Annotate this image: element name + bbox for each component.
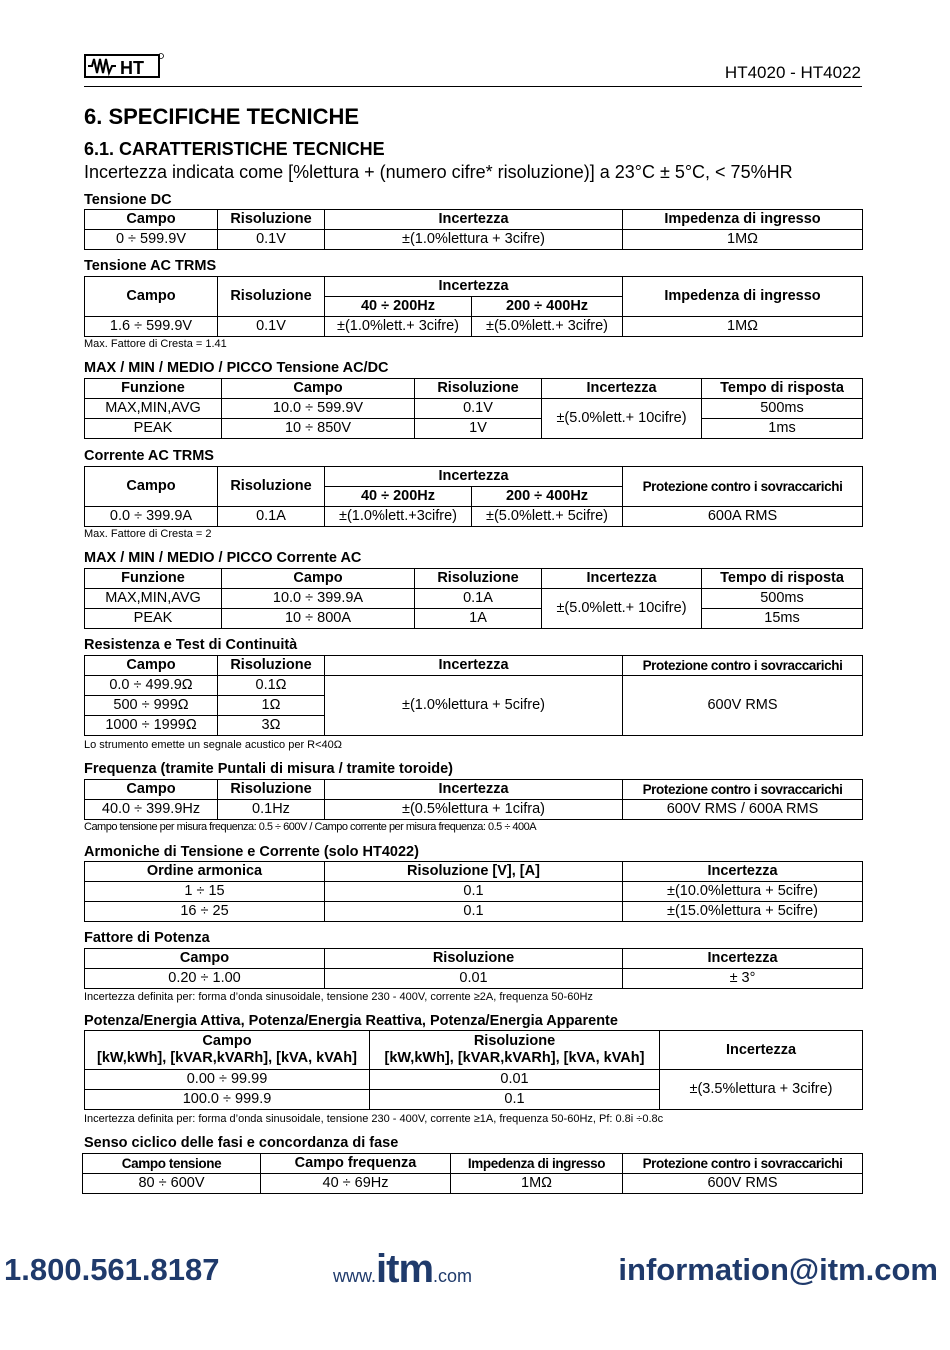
header-cell: Incertezza xyxy=(623,862,863,882)
table-cell: 0.01 xyxy=(370,1070,660,1090)
header-cell: Tempo di risposta xyxy=(702,569,863,589)
header-cell: Risoluzione [V], [A] xyxy=(325,862,623,882)
tensione-ac-title: Tensione AC TRMS xyxy=(84,258,217,274)
table-cell: ±(3.5%lettura + 3cifre) xyxy=(660,1070,863,1110)
table-cell: 500 ÷ 999Ω xyxy=(85,696,218,716)
table-cell: 0.1 xyxy=(325,902,623,922)
header-cell: 40 ÷ 200Hz xyxy=(325,487,472,507)
header-cell: Campo frequenza xyxy=(261,1154,451,1174)
table-cell: 0.1A xyxy=(218,507,325,527)
table-cell: 1Ω xyxy=(218,696,325,716)
table-cell: 80 ÷ 600V xyxy=(83,1174,261,1194)
campo-units: [kW,kWh], [kVAR,kVARh], [kVA, kVAh] xyxy=(97,1050,357,1066)
table-cell: ±(1.0%lett.+3cifre) xyxy=(325,507,472,527)
header-cell: Campo xyxy=(222,569,415,589)
page-title: 6. SPECIFICHE TECNICHE xyxy=(84,104,360,129)
header-cell: Funzione xyxy=(85,379,222,399)
header-cell: Campo xyxy=(85,656,218,676)
table-cell: 600A RMS xyxy=(623,507,863,527)
fattore-title: Fattore di Potenza xyxy=(84,930,210,946)
table-row xyxy=(85,507,863,527)
header-cell: Protezione contro i sovraccarichi xyxy=(623,656,863,676)
header-cell: Funzione xyxy=(85,569,222,589)
header-cell: Incertezza xyxy=(325,277,623,297)
table-cell: MAX,MIN,AVG xyxy=(85,399,222,419)
table-cell: 1MΩ xyxy=(623,317,863,337)
header-cell: Campo xyxy=(85,277,218,317)
frequenza-table xyxy=(84,779,863,820)
table-row xyxy=(85,969,863,989)
table-cell: ±(5.0%lett.+ 10cifre) xyxy=(542,589,702,629)
tensione-dc-title: Tensione DC xyxy=(84,192,172,208)
risoluzione-units: [kW,kWh], [kVAR,kVARh], [kVA, kVAh] xyxy=(384,1050,645,1066)
tensione-dc-table xyxy=(84,209,863,250)
website-brand: itm xyxy=(376,1247,434,1291)
header-rule xyxy=(84,86,862,87)
table-cell: 0.0 ÷ 499.9Ω xyxy=(85,676,218,696)
campo-label: Campo xyxy=(202,1033,252,1049)
table-cell: 500ms xyxy=(702,399,863,419)
resistenza-note: Lo strumento emette un segnale acustico per R<40Ω xyxy=(84,739,343,751)
table-cell: ±(5.0%lett.+ 5cifre) xyxy=(472,507,623,527)
table-cell: 1MΩ xyxy=(451,1174,623,1194)
table-cell: 0.1Hz xyxy=(218,800,325,820)
header-cell: Tempo di risposta xyxy=(702,379,863,399)
header-cell: Ordine armonica xyxy=(85,862,325,882)
resistenza-table xyxy=(84,655,863,736)
header-cell: Protezione contro i sovraccarichi xyxy=(623,780,863,800)
table-cell: 0.1V xyxy=(218,230,325,250)
table-cell: 600V RMS xyxy=(623,676,863,736)
table-row xyxy=(85,902,863,922)
table-cell: 15ms xyxy=(702,609,863,629)
table-cell: 500ms xyxy=(702,589,863,609)
table-cell: 3Ω xyxy=(218,716,325,736)
maxmin-v-table xyxy=(84,378,863,439)
website-suffix: .com xyxy=(433,1266,473,1286)
table-row xyxy=(85,399,863,419)
table-cell: 10 ÷ 850V xyxy=(222,419,415,439)
header-cell: Risoluzione xyxy=(415,379,542,399)
header-cell: Campo tensione xyxy=(83,1154,261,1174)
table-cell: 0.00 ÷ 99.99 xyxy=(85,1070,370,1090)
table-row xyxy=(85,419,863,439)
table-cell: ±(15.0%lettura + 5cifre) xyxy=(623,902,863,922)
table-cell: MAX,MIN,AVG xyxy=(85,589,222,609)
website-prefix: www. xyxy=(333,1266,377,1286)
maxmin-a-table xyxy=(84,568,863,629)
table-cell: ±(0.5%lettura + 1cifra) xyxy=(325,800,623,820)
header-cell: Incertezza xyxy=(325,656,623,676)
table-row xyxy=(85,609,863,629)
header-cell: Protezione contro i sovraccarichi xyxy=(623,1154,863,1174)
table-cell: 40 ÷ 69Hz xyxy=(261,1174,451,1194)
table-cell: ±(10.0%lettura + 5cifre) xyxy=(623,882,863,902)
corrente-ac-title: Corrente AC TRMS xyxy=(84,448,214,464)
table-cell: ± 3° xyxy=(623,969,863,989)
crest-factor-note: Max. Fattore di Cresta = 1.41 xyxy=(84,338,227,350)
logo-text: HT xyxy=(120,58,144,78)
potenza-table xyxy=(84,1030,863,1110)
frequenza-note: Campo tensione per misura frequenza: 0.5 ÷ 600V / Campo corrente per misura frequenza: 0.5 ÷ 400A xyxy=(84,821,537,833)
header-cell: Campo xyxy=(85,210,218,230)
table-cell: 0.01 xyxy=(325,969,623,989)
table-cell: 1.6 ÷ 599.9V xyxy=(85,317,218,337)
table-cell: 0.1V xyxy=(218,317,325,337)
table-cell: 10.0 ÷ 399.9A xyxy=(222,589,415,609)
maxmin-v-title: MAX / MIN / MEDIO / PICCO Tensione AC/DC xyxy=(84,360,389,376)
table-cell: 16 ÷ 25 xyxy=(85,902,325,922)
header-cell: Incertezza xyxy=(325,780,623,800)
table-cell: ±(5.0%lett.+ 3cifre) xyxy=(472,317,623,337)
header-cell: 40 ÷ 200Hz xyxy=(325,297,472,317)
table-cell: 0.20 ÷ 1.00 xyxy=(85,969,325,989)
header-cell: Risoluzione xyxy=(325,949,623,969)
footer-phone[interactable]: 1.800.561.8187 xyxy=(4,1252,220,1287)
ht-logo xyxy=(84,52,164,80)
fattore-table xyxy=(84,948,863,989)
header-cell: Impedenza di ingresso xyxy=(451,1154,623,1174)
header-cell xyxy=(85,1031,370,1070)
header-cell: Risoluzione xyxy=(218,780,325,800)
table-row xyxy=(85,589,863,609)
table-cell: ±(1.0%lett.+ 3cifre) xyxy=(325,317,472,337)
table-cell: 0.1 xyxy=(325,882,623,902)
table-cell: 0.1 xyxy=(370,1090,660,1110)
table-cell: ±(5.0%lett.+ 10cifre) xyxy=(542,399,702,439)
table-cell: PEAK xyxy=(85,609,222,629)
header-cell xyxy=(370,1031,660,1070)
table-cell: 1MΩ xyxy=(623,230,863,250)
table-cell: 1ms xyxy=(702,419,863,439)
crest-factor-note: Max. Fattore di Cresta = 2 xyxy=(84,528,212,540)
table-cell: 0 ÷ 599.9V xyxy=(85,230,218,250)
table-row xyxy=(85,800,863,820)
senso-title: Senso ciclico delle fasi e concordanza di fase xyxy=(84,1135,399,1151)
footer-email[interactable]: information@itm.com xyxy=(618,1252,938,1287)
intro-text: Incertezza indicata come [%lettura + (numero cifre* risoluzione)] a 23°C ± 5°C, < 75%HR xyxy=(84,162,793,182)
frequenza-title: Frequenza (tramite Puntali di misura / tramite toroide) xyxy=(84,761,454,777)
table-row xyxy=(85,676,863,696)
table-cell: ±(1.0%lettura + 5cifre) xyxy=(325,676,623,736)
header-cell: Incertezza xyxy=(660,1031,863,1070)
table-cell: 600V RMS xyxy=(623,1174,863,1194)
table-row xyxy=(83,1174,863,1194)
header-cell: Incertezza xyxy=(325,467,623,487)
senso-table xyxy=(82,1153,863,1194)
table-row xyxy=(85,1070,863,1090)
table-cell: 1000 ÷ 1999Ω xyxy=(85,716,218,736)
table-cell: 1V xyxy=(415,419,542,439)
table-row xyxy=(85,317,863,337)
header-cell: Incertezza xyxy=(542,379,702,399)
header-cell: 200 ÷ 400Hz xyxy=(472,487,623,507)
resistenza-title: Resistenza e Test di Continuità xyxy=(84,637,298,653)
table-row xyxy=(85,882,863,902)
header-cell: Impedenza di ingresso xyxy=(623,210,863,230)
table-cell: 0.1A xyxy=(415,589,542,609)
header-cell: Campo xyxy=(85,949,325,969)
armoniche-title: Armoniche di Tensione e Corrente (solo HT4022) xyxy=(84,844,419,860)
header-cell: Incertezza xyxy=(542,569,702,589)
model-name: HT4020 - HT4022 xyxy=(724,63,861,82)
header-cell: Risoluzione xyxy=(218,467,325,507)
header-cell: Risoluzione xyxy=(415,569,542,589)
potenza-note: Incertezza definita per: forma d’onda sinusoidale, tensione 230 - 400V, corrente ≥1A, frequenza 50-60Hz, Pf: 0.8i ÷0.8c xyxy=(84,1113,664,1125)
table-cell: 40.0 ÷ 399.9Hz xyxy=(85,800,218,820)
table-cell: 0.0 ÷ 399.9A xyxy=(85,507,218,527)
header-cell: Risoluzione xyxy=(218,210,325,230)
table-cell: 0.1Ω xyxy=(218,676,325,696)
header-cell: Risoluzione xyxy=(218,656,325,676)
fattore-note: Incertezza definita per: forma d’onda sinusoidale, tensione 230 - 400V, corrente ≥2A, frequenza 50-60Hz xyxy=(84,991,593,1003)
table-cell: 10.0 ÷ 599.9V xyxy=(222,399,415,419)
potenza-title: Potenza/Energia Attiva, Potenza/Energia Reattiva, Potenza/Energia Apparente xyxy=(84,1013,618,1029)
table-cell: PEAK xyxy=(85,419,222,439)
table-cell: 1 ÷ 15 xyxy=(85,882,325,902)
table-row xyxy=(85,230,863,250)
armoniche-table xyxy=(84,861,863,922)
table-cell: ±(1.0%lettura + 3cifre) xyxy=(325,230,623,250)
header-cell: Protezione contro i sovraccarichi xyxy=(623,467,863,507)
table-cell: 0.1V xyxy=(415,399,542,419)
footer-website[interactable] xyxy=(333,1247,472,1292)
risoluzione-label: Risoluzione xyxy=(473,1033,556,1049)
header-cell: Campo xyxy=(85,467,218,507)
header-cell: Incertezza xyxy=(325,210,623,230)
header-cell: 200 ÷ 400Hz xyxy=(472,297,623,317)
header-cell: Campo xyxy=(85,780,218,800)
table-cell: 600V RMS / 600A RMS xyxy=(623,800,863,820)
corrente-ac-table xyxy=(84,466,863,527)
section-title: 6.1. CARATTERISTICHE TECNICHE xyxy=(84,139,385,159)
header-cell: Impedenza di ingresso xyxy=(623,277,863,317)
table-cell: 1A xyxy=(415,609,542,629)
header-cell: Incertezza xyxy=(623,949,863,969)
header-cell: Campo xyxy=(222,379,415,399)
tensione-ac-table xyxy=(84,276,863,337)
table-cell: 100.0 ÷ 999.9 xyxy=(85,1090,370,1110)
header-cell: Risoluzione xyxy=(218,277,325,317)
table-cell: 10 ÷ 800A xyxy=(222,609,415,629)
maxmin-a-title: MAX / MIN / MEDIO / PICCO Corrente AC xyxy=(84,550,362,566)
